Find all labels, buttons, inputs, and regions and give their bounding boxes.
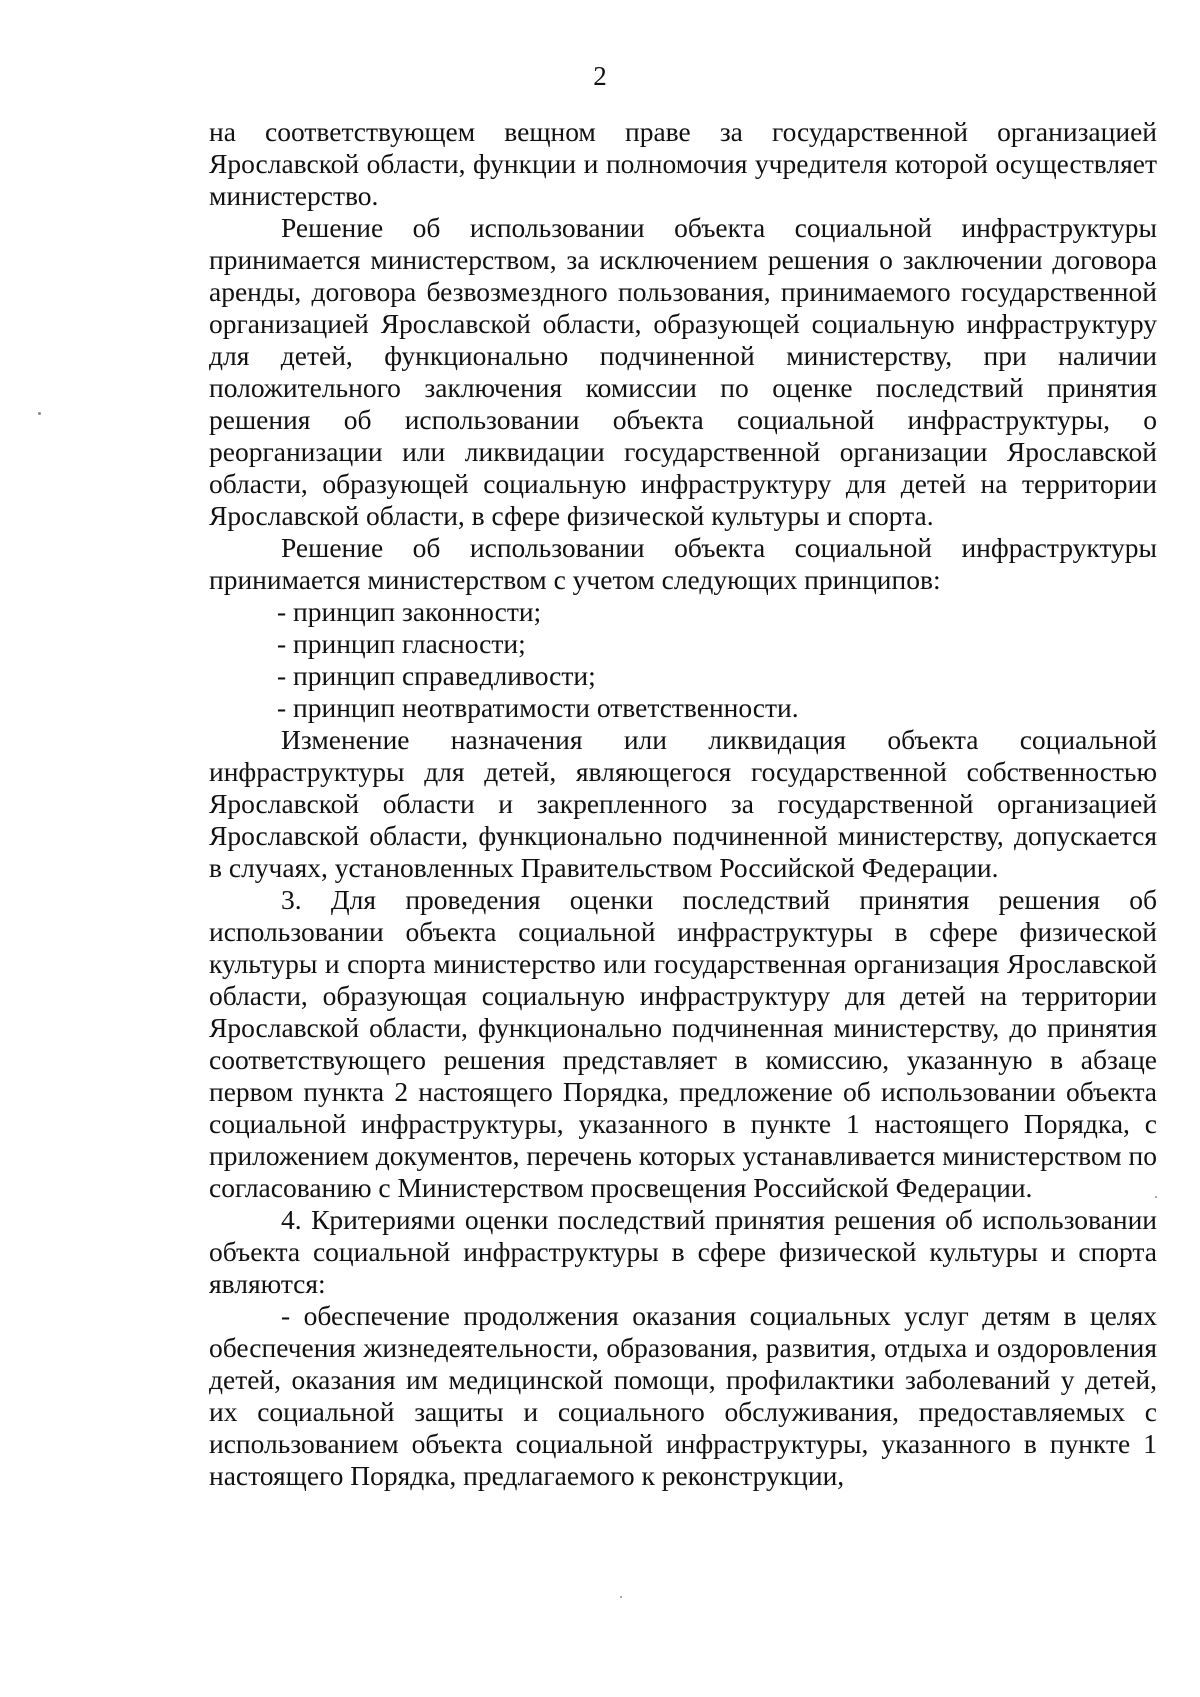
paragraph-section-4: 4. Критериями оценки последствий принятия решения об использовании объекта социальной инфраструктуры в сфере физической культуры и спорта являются:: [209, 1204, 1157, 1299]
page-number: 2: [593, 61, 607, 91]
paragraph-decision-exceptions: Решение об использовании объекта социальной инфраструктуры принимается министерством, за исключением решения о заключении договора аренды, договора безвозмездного пользования, принимаемого государственной организацией Ярославской области, образующей социальную инфраструктуру для детей, функционально подчиненной министерству, при наличии положительного заключения комиссии по оценке последствий принятия решения об использовании объекта социальной инфраструктуры, о реорганизации или ликвидации государственной организации Ярославской области, образующей социальную инфраструктуру для детей на территории Ярославской области, в сфере физической культуры и спорта.: [209, 212, 1157, 531]
list-item-responsibility: - принцип неотвратимости ответственности.: [277, 692, 799, 723]
paragraph-section-3: 3. Для проведения оценки последствий принятия решения об использовании объекта социальной инфраструктуры в сфере физической культуры и спорта министерство или государственная организация Ярославской области, образующая социальную инфраструктуру для детей на территории Ярославской области, функционально подчиненная министерству, до принятия соответствующего решения представляет в комиссию, указанную в абзаце первом пункта 2 настоящего Порядка, предложение об использовании объекта социальной инфраструктуры, указанного в пункте 1 настоящего Порядка, с приложением документов, перечень которых устанавливается министерством по согласованию с Министерством просвещения Российской Федерации.: [209, 884, 1157, 1203]
list-item-continuation-of-services: - обеспечение продолжения оказания социальных услуг детям в целях обеспечения жизнедеятельности, образования, развития, отдыха и оздоровления детей, оказания им медицинской помощи, профилактики заболеваний у детей, их социальной защиты и социального обслуживания, предоставляемых с использованием объекта социальной инфраструктуры, указанного в пункте 1 настоящего Порядка, предлагаемого к реконструкции,: [209, 1300, 1157, 1491]
list-item-legality: - принцип законности;: [277, 596, 542, 627]
paragraph-change-purpose: Изменение назначения или ликвидация объекта социальной инфраструктуры для детей, являющегося государственной собственностью Ярославской области и закрепленного за государственной организацией Ярославской области, функционально подчиненной министерству, допускается в случаях, установленных Правительством Российской Федерации.: [209, 724, 1157, 883]
paragraph-continuation: на соответствующем вещном праве за государственной организацией Ярославской области, функции и полномочия учредителя которой осуществляет министерство.: [209, 116, 1157, 211]
list-item-fairness: - принцип справедливости;: [277, 660, 596, 691]
scan-speck: [620, 1596, 622, 1598]
list-item-transparency: - принцип гласности;: [277, 628, 526, 659]
paragraph-principles-intro: Решение об использовании объекта социальной инфраструктуры принимается министерством с учетом следующих принципов:: [209, 532, 1157, 595]
scan-speck: [1155, 1196, 1157, 1198]
document-body: [209, 116, 1157, 1492]
scan-speck: [38, 412, 41, 415]
